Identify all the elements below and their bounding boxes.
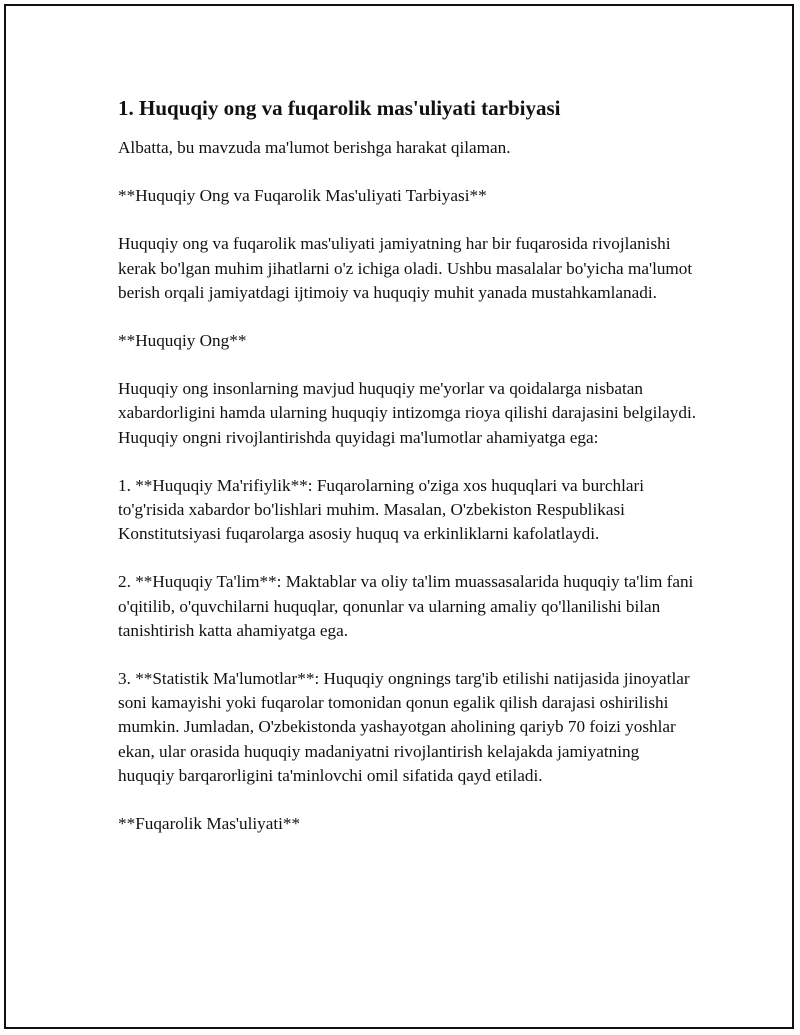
legal-awareness-paragraph: Huquqiy ong insonlarning mavjud huquqiy me'yorlar va qoidalarga nisbatan xabardorligini hamda ularning huquqiy intizomga rioya qilishi darajasini belgilaydi. Huquqiy ongni rivojlantirishda quyidagi ma'lumotlar ahamiyatga ega: — [118, 379, 697, 447]
list-item-legal-enlightenment: 1. **Huquqiy Ma'rifiylik**: Fuqarolarning o'ziga xos huquqlari va burchlari to'g'risida xabardor bo'lishlari muhim. Masalan, O'zbekiston Respublikasi Konstitutsiyasi fuqarolarga asosiy huquq va erkinliklarni kafolatlaydi. — [118, 475, 645, 544]
document-title: 1. Huquqiy ong va fuqarolik mas'uliyati tarbiyasi — [118, 96, 561, 120]
document-content — [118, 94, 698, 860]
list-item-legal-education: 2. **Huquqiy Ta'lim**: Maktablar va oliy ta'lim muassasalarida huquqiy ta'lim fani o'qitilib, o'quvchilarni huquqlar, qonunlar va ularning amaliy qo'llanilishi bilan tanishtirish katta ahamiyatga ega. — [118, 572, 694, 640]
section-heading-legal-awareness: **Huquqiy Ong** — [118, 331, 247, 351]
list-item-statistical-data: 3. **Statistik Ma'lumotlar**: Huquqiy ongnings targ'ib etilishi natijasida jinoyatlar soni kamayishi yoki fuqarolar tomonidan qonun egalik qilish darajasi oshirilishi mumkin. Jumladan, O'zbekistonda yashayotgan aholining qariyb 70 foizi yoshlar ekan, ular orasida huquqiy madaniyatni rivojlantirish kelajakda jamiyatning huquqiy barqarorligini ta'minlovchi omil sifatida qayd etiladi. — [118, 669, 690, 785]
overview-paragraph: Huquqiy ong va fuqarolik mas'uliyati jamiyatning har bir fuqarosida rivojlanishi kerak bo'lgan muhim jihatlarni o'z ichiga oladi. Ushbu masalalar bo'yicha ma'lumot berish orqali jamiyatdagi ijtimoiy va huquqiy muhit yanada mustahkamlanadi. — [118, 234, 693, 302]
section-heading-civic-responsibility: **Fuqarolik Mas'uliyati** — [118, 814, 301, 834]
intro-paragraph: Albatta, bu mavzuda ma'lumot berishga harakat qilaman. — [118, 138, 511, 157]
section-heading-main: **Huquqiy Ong va Fuqarolik Mas'uliyati Tarbiyasi** — [118, 186, 487, 206]
